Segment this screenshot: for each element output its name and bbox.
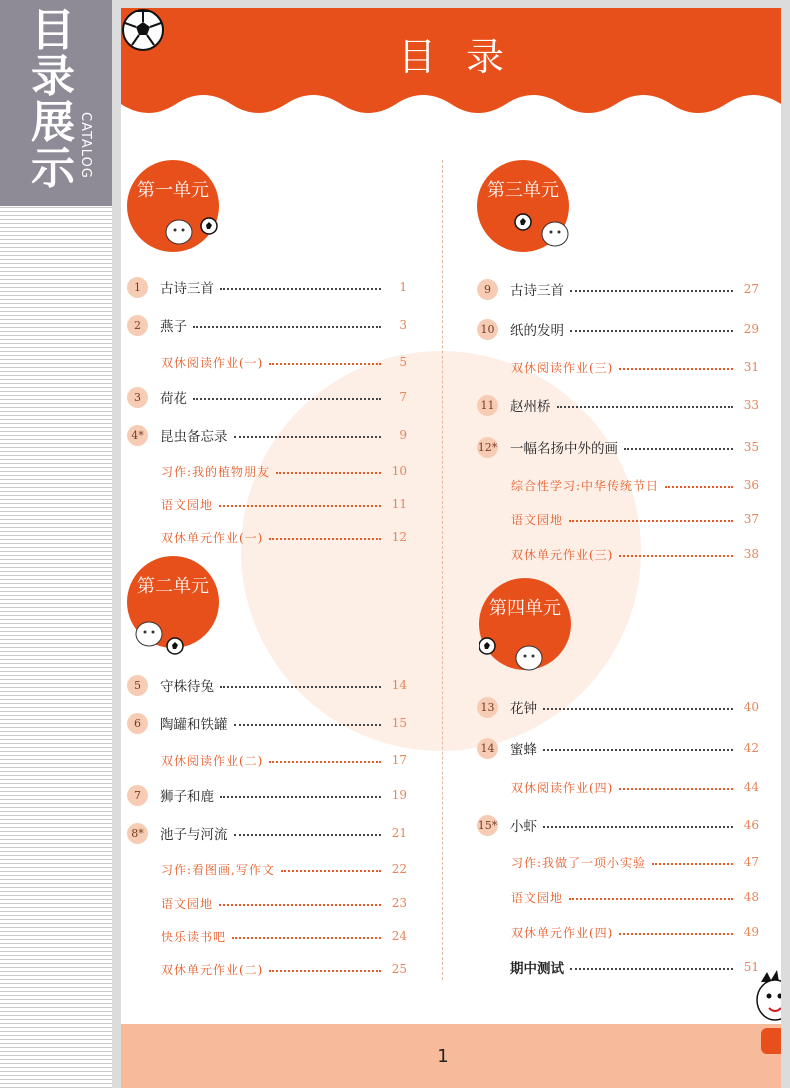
toc-entry[interactable]: [161, 526, 407, 548]
page-number: 1: [437, 1046, 449, 1067]
page-ref: 38: [743, 547, 759, 561]
page-ref: 19: [391, 788, 407, 802]
sidebar-catalog-text: CATALOG: [78, 112, 93, 179]
dot-leader: [220, 796, 381, 798]
toc-entry[interactable]: [161, 460, 407, 482]
page-ref: 40: [743, 700, 759, 714]
unit-badge-1: [127, 160, 219, 252]
lesson-number-badge: 13: [477, 697, 498, 718]
page-ref: 49: [743, 925, 759, 939]
unit-badge-2: [127, 556, 219, 648]
lesson-title: 赵州桥: [510, 399, 551, 415]
lesson-number-badge: 10: [477, 319, 498, 340]
toc-entry[interactable]: [161, 892, 407, 914]
lesson-title: 池子与河流: [160, 827, 228, 843]
lesson-title: 纸的发明: [510, 323, 564, 339]
page-ref: 23: [391, 896, 407, 910]
dot-leader: [557, 406, 734, 408]
page-ref: 21: [391, 826, 407, 840]
toc-entry[interactable]: [127, 386, 407, 408]
dot-leader: [193, 326, 381, 328]
dot-leader: [193, 398, 381, 400]
dot-leader: [570, 968, 733, 970]
dot-leader: [652, 863, 733, 865]
toc-entry[interactable]: [127, 276, 407, 298]
dot-leader: [665, 486, 733, 488]
page-ref: 33: [743, 398, 759, 412]
lesson-title: 一幅名扬中外的画: [510, 441, 618, 457]
toc-entry[interactable]: [477, 436, 759, 458]
dot-leader: [543, 708, 733, 710]
extra-title: 习作:我做了一项小实验: [511, 855, 647, 870]
dot-leader: [219, 505, 381, 507]
page-ref: 48: [743, 890, 759, 904]
lesson-title: 守株待兔: [160, 679, 214, 695]
toc-entry[interactable]: [161, 749, 407, 771]
lesson-number-badge: 3: [127, 387, 148, 408]
lesson-title: 小虾: [510, 819, 537, 835]
lesson-title: 期中测试: [510, 961, 564, 977]
dot-leader: [619, 368, 733, 370]
page-title: 目录: [397, 35, 534, 79]
page-ref: 47: [743, 855, 759, 869]
unit-label: 第二单元: [137, 576, 209, 597]
dot-leader: [234, 724, 382, 726]
toc-entry[interactable]: [511, 851, 759, 873]
lesson-title: 蜜蜂: [510, 742, 537, 758]
footer-band: [121, 1024, 781, 1088]
toc-entry[interactable]: [161, 493, 407, 515]
extra-title: 综合性学习:中华传统节日: [511, 478, 660, 493]
dot-leader: [232, 937, 381, 939]
lesson-number-badge: 11: [477, 395, 498, 416]
toc-entry[interactable]: [127, 674, 407, 696]
toc-page: [121, 8, 781, 1088]
lesson-number-badge: 6: [127, 713, 148, 734]
extra-title: 双休阅读作业(四): [511, 780, 614, 795]
dot-leader: [570, 290, 733, 292]
page-ref: 35: [743, 440, 759, 454]
dot-leader: [543, 826, 733, 828]
unit-badge-3: [477, 160, 569, 252]
lesson-number-badge: 2: [127, 315, 148, 336]
page-ref: 9: [399, 428, 407, 442]
lesson-number-badge: 7: [127, 785, 148, 806]
unit-label: 第四单元: [489, 598, 561, 619]
extra-title: 双休单元作业(一): [161, 530, 264, 545]
toc-entry[interactable]: [511, 356, 759, 378]
dot-leader: [543, 749, 733, 751]
dot-leader: [619, 788, 733, 790]
lesson-number-badge: 5: [127, 675, 148, 696]
toc-entry[interactable]: [511, 921, 759, 943]
page-ref: 14: [391, 678, 407, 692]
dot-leader: [269, 363, 381, 365]
dot-leader: [569, 898, 733, 900]
dot-leader: [234, 436, 382, 438]
dot-leader: [269, 761, 381, 763]
toc-entry[interactable]: [127, 314, 407, 336]
dot-leader: [619, 555, 733, 557]
lesson-number-badge: 1: [127, 277, 148, 298]
mascot-icon: [127, 556, 227, 656]
lesson-title: 花钟: [510, 701, 537, 717]
extra-title: 语文园地: [511, 512, 564, 527]
dot-leader: [269, 538, 381, 540]
extra-title: 快乐读书吧: [161, 929, 227, 944]
toc-entry[interactable]: [127, 424, 407, 446]
sidebar-title-char: 录: [31, 51, 75, 102]
lesson-title: 陶罐和铁罐: [160, 717, 228, 733]
dot-leader: [276, 472, 381, 474]
lesson-number-badge: 15*: [477, 815, 498, 836]
page-ref: 3: [399, 318, 407, 332]
page-ref: 24: [391, 929, 407, 943]
unit-label: 第一单元: [137, 180, 209, 201]
lesson-number-badge: 4*: [127, 425, 148, 446]
mascot-icon: [127, 160, 227, 260]
dot-leader: [624, 448, 733, 450]
page-ref: 42: [743, 741, 759, 755]
toc-entry[interactable]: [161, 351, 407, 373]
lesson-title: 古诗三首: [510, 283, 564, 299]
dot-leader: [220, 288, 381, 290]
extra-title: 习作:我的植物朋友: [161, 464, 271, 479]
toc-entry[interactable]: [477, 394, 759, 416]
page-ref: 31: [743, 360, 759, 374]
extra-title: 双休单元作业(二): [161, 962, 264, 977]
sidebar-title-char: 展: [31, 97, 75, 148]
extra-title: 语文园地: [161, 497, 214, 512]
extra-title: 双休阅读作业(一): [161, 355, 264, 370]
toc-entry[interactable]: [477, 696, 759, 718]
toc-entry[interactable]: [127, 784, 407, 806]
page-ref: 29: [743, 322, 759, 336]
extra-title: 双休阅读作业(三): [511, 360, 614, 375]
extra-title: 双休阅读作业(二): [161, 753, 264, 768]
toc-entry[interactable]: [161, 958, 407, 980]
extra-title: 语文园地: [511, 890, 564, 905]
dot-leader: [220, 686, 381, 688]
column-divider: [442, 160, 443, 980]
toc-entry[interactable]: [477, 278, 759, 300]
page-ref: 5: [399, 355, 407, 369]
dot-leader: [281, 870, 381, 872]
toc-entry[interactable]: [477, 956, 759, 978]
header-banner: [121, 8, 781, 138]
sidebar-title-char: 示: [31, 143, 75, 194]
dot-leader: [569, 520, 733, 522]
page-ref: 11: [391, 497, 407, 511]
lesson-title: 古诗三首: [160, 281, 214, 297]
extra-title: 语文园地: [161, 896, 214, 911]
extra-title: 双休单元作业(三): [511, 547, 614, 562]
page-ref: 25: [391, 962, 407, 976]
page-ref: 46: [743, 818, 759, 832]
page-ref: 15: [391, 716, 407, 730]
page-ref: 17: [391, 753, 407, 767]
page-ref: 36: [743, 478, 759, 492]
toc-entry[interactable]: [511, 508, 759, 530]
soccer-ball-icon: [121, 8, 165, 52]
lesson-title: 狮子和鹿: [160, 789, 214, 805]
lesson-title: 昆虫备忘录: [160, 429, 228, 445]
sidebar-stripes: [0, 0, 112, 1088]
sidebar-label: [0, 0, 112, 206]
toc-entry[interactable]: [477, 814, 759, 836]
sidebar-title: [28, 5, 78, 194]
toc-entry[interactable]: [127, 712, 407, 734]
extra-title: 习作:看图画,写作文: [161, 862, 275, 877]
page-ref: 51: [743, 960, 759, 974]
lesson-number-badge: 9: [477, 279, 498, 300]
toc-entry[interactable]: [511, 886, 759, 908]
mascot-icon: [479, 578, 579, 678]
dot-leader: [269, 970, 381, 972]
page-ref: 7: [399, 390, 407, 404]
toc-entry[interactable]: [511, 543, 759, 565]
lesson-title: 荷花: [160, 391, 187, 407]
mascot-character-icon: [753, 970, 781, 1066]
page-ref: 12: [391, 530, 407, 544]
toc-entry[interactable]: [161, 925, 407, 947]
toc-entry[interactable]: [161, 858, 407, 880]
page-ref: 22: [391, 862, 407, 876]
lesson-number-badge: 8*: [127, 823, 148, 844]
dot-leader: [234, 834, 382, 836]
dot-leader: [619, 933, 733, 935]
toc-entry[interactable]: [477, 318, 759, 340]
dot-leader: [570, 330, 733, 332]
lesson-number-badge: 12*: [477, 437, 498, 458]
dot-leader: [219, 904, 381, 906]
page-ref: 37: [743, 512, 759, 526]
toc-entry[interactable]: [477, 737, 759, 759]
unit-badge-4: [479, 578, 571, 670]
page-ref: 10: [391, 464, 407, 478]
sidebar-title-char: 目: [31, 5, 75, 56]
page-ref: 1: [399, 280, 407, 294]
extra-title: 双休单元作业(四): [511, 925, 614, 940]
mascot-icon: [477, 160, 577, 260]
toc-entry[interactable]: [127, 822, 407, 844]
toc-entry[interactable]: [511, 474, 759, 496]
lesson-title: 燕子: [160, 319, 187, 335]
page-ref: 44: [743, 780, 759, 794]
unit-label: 第三单元: [487, 180, 559, 201]
lesson-number-badge: 14: [477, 738, 498, 759]
page-ref: 27: [743, 282, 759, 296]
toc-entry[interactable]: [511, 776, 759, 798]
